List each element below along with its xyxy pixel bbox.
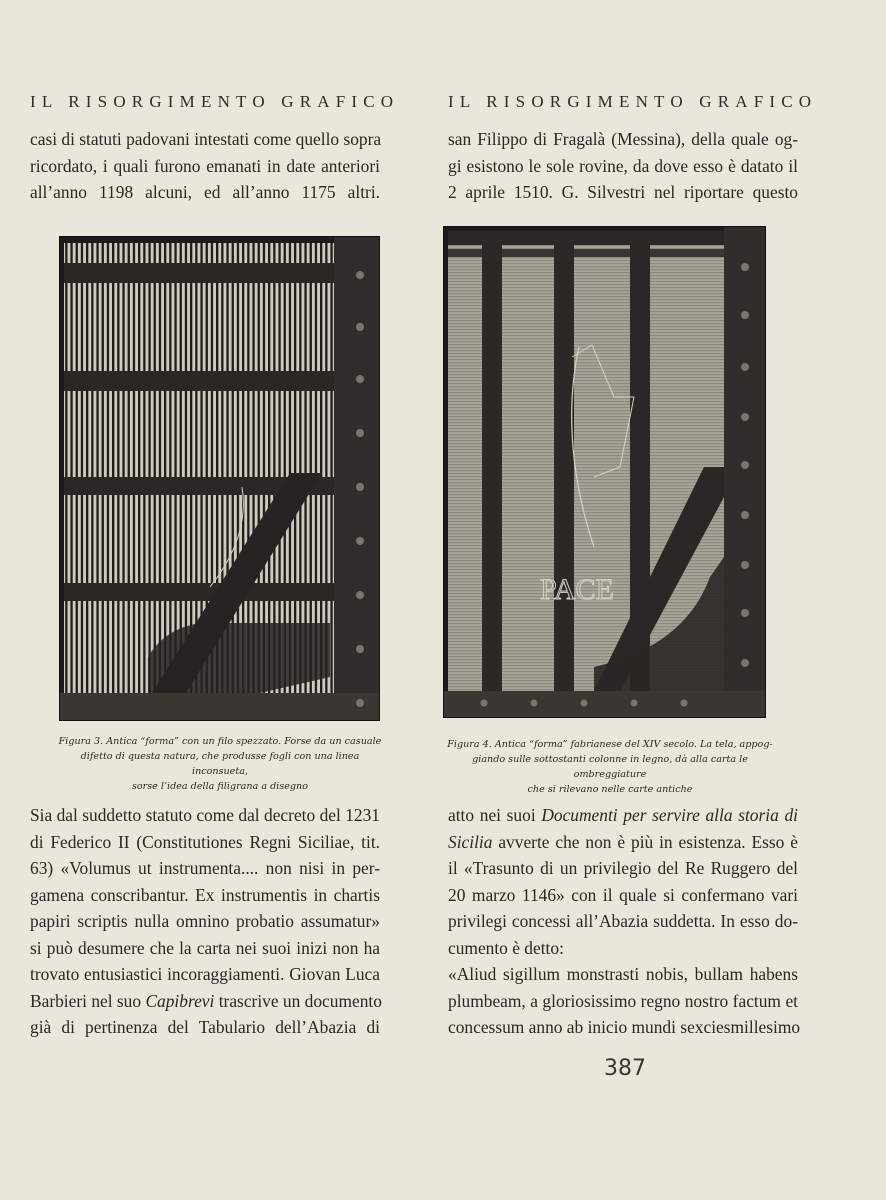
text-line: già di pertinenza del Tabulario dell’Abazia di xyxy=(30,1017,380,1037)
mould-image xyxy=(444,227,765,717)
text-line: Sia dal suddetto statuto come dal decreto del 1231 xyxy=(30,805,380,825)
page-number: 387 xyxy=(604,1056,646,1081)
right-column-bottom-text xyxy=(448,802,801,1041)
caption-line: sorse l’idea della filigrana a disegno xyxy=(131,781,309,792)
text-line: 20 marzo 1146» con il quale si confermano vari xyxy=(448,884,798,905)
text-line: 63) «Volumus ut instrumenta.... non nisi in per- xyxy=(30,858,380,878)
text-line xyxy=(448,829,798,856)
text-line: il «Trasunto di un privilegio del Re Ruggero del xyxy=(448,858,798,878)
running-head-right: IL RISORGIMENTO GRAFICO xyxy=(448,92,818,111)
text-line: «Aliud sigillum monstrasti nobis, bullam habens xyxy=(448,964,798,984)
book-title: Capibrevi xyxy=(145,990,215,1011)
text-line: cumento è detto: xyxy=(448,937,564,958)
text-line xyxy=(30,988,380,1015)
figure-3-caption xyxy=(55,734,385,794)
text-segment: atto nei suoi xyxy=(448,805,536,825)
text-line: ricordato, i quali furono emanati in date anteriori xyxy=(30,155,380,176)
left-column-bottom-text xyxy=(30,802,380,1041)
text-segment: trascrive un documento xyxy=(218,990,382,1011)
text-line: san Filippo di Fragalà (Messina), della quale og- xyxy=(448,129,798,149)
text-line: gi esistono le sole rovine, da dove esso è datato il xyxy=(448,155,798,176)
book-title: Sicilia xyxy=(448,831,493,852)
figure-4-caption xyxy=(440,737,780,797)
text-line: papiri scriptis nulla omnino probatio assumatur» xyxy=(30,911,380,931)
text-line: di Federico II (Constitutiones Regni Siciliae, tit. xyxy=(30,831,380,852)
text-line: trovato entusiastici incoraggiamenti. Giovan Luca xyxy=(30,964,380,984)
text-line: casi di statuti padovani intestati come quello sopra xyxy=(30,129,382,149)
text-line: 2 aprile 1510. G. Silvestri nel riportare questo xyxy=(448,182,798,202)
right-column-top-text xyxy=(448,126,798,206)
caption-line: giando sulle sottostanti colonne in legno, dà alla carta le ombreggiature xyxy=(472,754,748,780)
book-title: Documenti per servire alla storia di xyxy=(541,805,798,825)
text-line: concessum anno ab inicio mundi sexciesmillesimo xyxy=(448,1017,801,1037)
running-head-left: IL RISORGIMENTO GRAFICO xyxy=(30,92,400,111)
caption-line: difetto di questa natura, che produsse fogli con una linea inconsueta, xyxy=(80,751,360,777)
caption-line: Figura 4. Antica “forma” fabrianese del XIV secolo. La tela, appog- xyxy=(447,739,773,750)
left-column-top-text xyxy=(30,126,380,206)
caption-line: Figura 3. Antica “forma” con un filo spezzato. Forse da un casuale xyxy=(58,736,382,747)
svg-text:PACE: PACE xyxy=(540,573,614,606)
caption-line: che si rilevano nelle carte antiche xyxy=(527,784,693,795)
text-line: plumbeam, a gloriosissimo regno nostro factum et xyxy=(448,990,798,1011)
text-line: all’anno 1198 alcuni, ed all’anno 1175 altri. xyxy=(30,182,380,202)
text-line: privilegi concessi all’Abazia suddetta. In esso do- xyxy=(448,911,798,931)
mould-image xyxy=(60,237,379,720)
text-segment: Barbieri nel suo xyxy=(30,990,142,1011)
figure-3-photo xyxy=(59,236,380,721)
text-line: si può desumere che la carta nei suoi inizi non ha xyxy=(30,937,380,958)
figure-4-photo xyxy=(443,226,766,718)
text-line xyxy=(448,802,798,829)
text-segment: avverte che non è più in esistenza. Esso è xyxy=(498,831,798,852)
text-line: gamena conscribantur. Ex instrumentis in chartis xyxy=(30,884,380,905)
